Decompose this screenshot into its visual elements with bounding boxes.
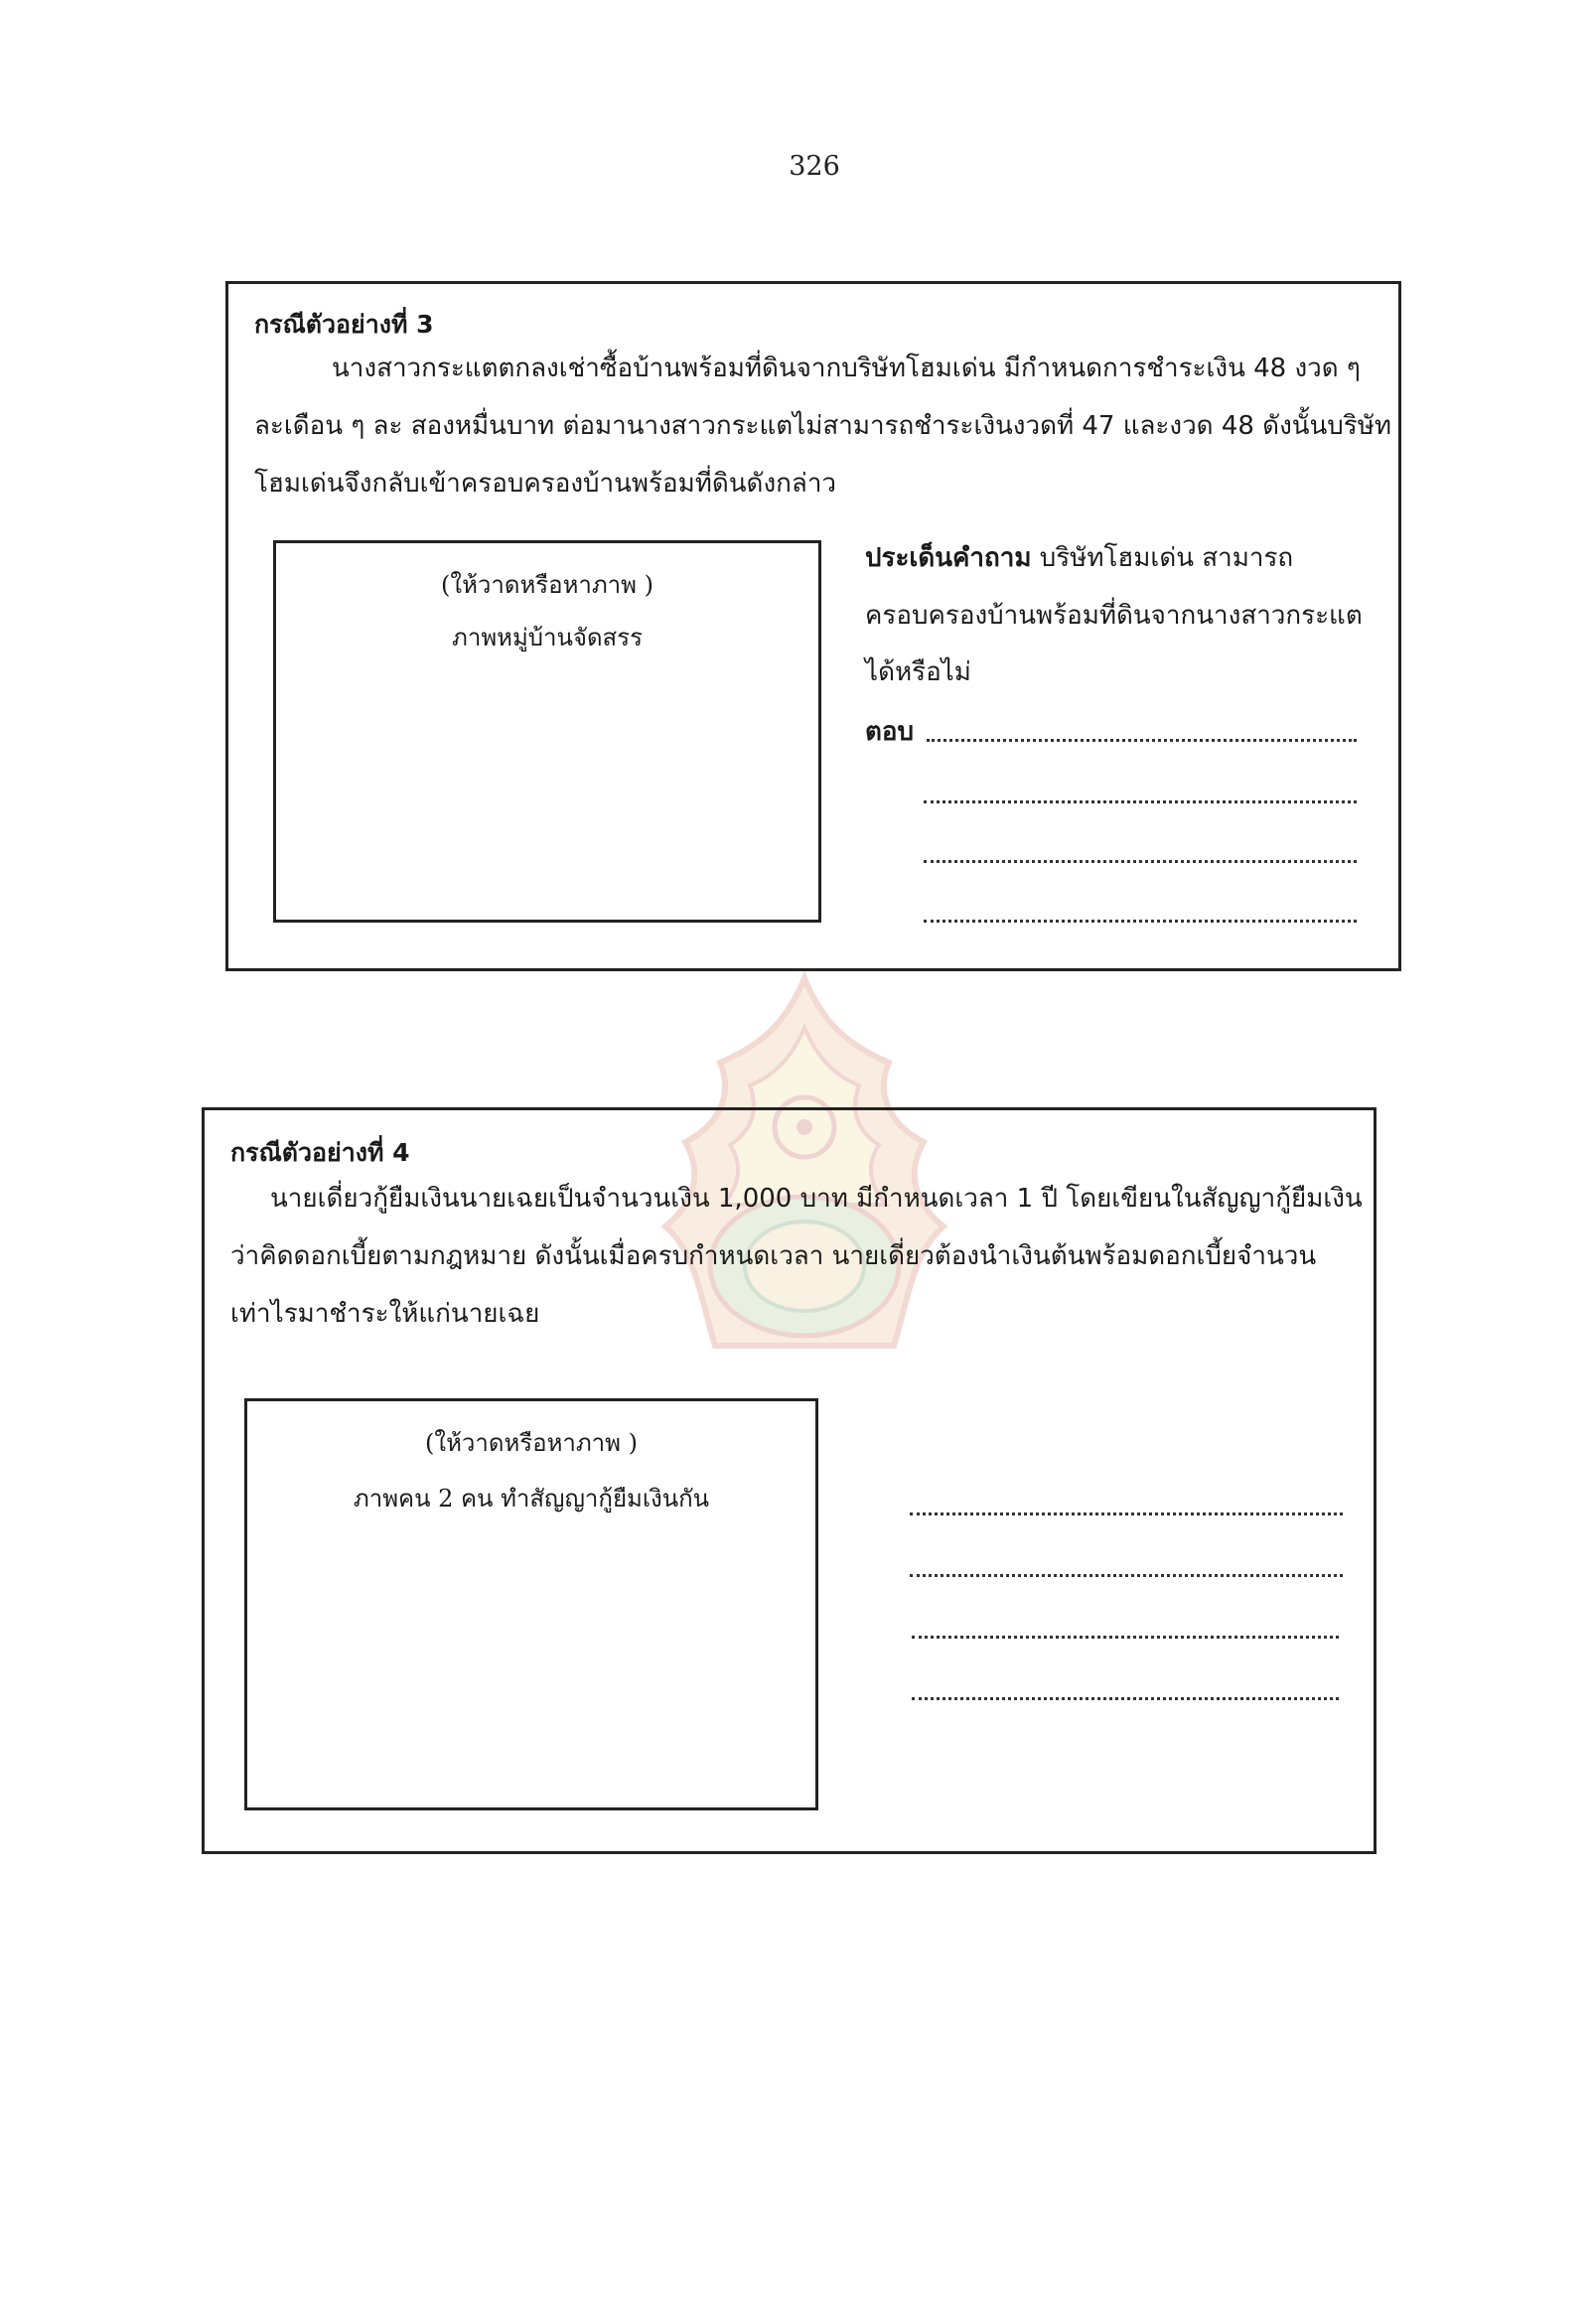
case-3-picture-caption: ภาพหมู่บ้านจัดสรร xyxy=(452,624,643,651)
case-4-line-3: เท่าไรมาชำระให้แก่นายเฉย xyxy=(230,1299,540,1329)
answer-label: ตอบ xyxy=(865,717,915,747)
case-4-box xyxy=(202,1107,1377,1854)
question-line-2: ครอบครองบ้านพร้อมที่ดินจากนางสาวกระแต xyxy=(865,601,1363,631)
question-line-3: ได้หรือไม่ xyxy=(865,657,971,687)
answer-line-4[interactable] xyxy=(924,920,1357,923)
case-3-title: กรณีตัวอย่างที่ 3 xyxy=(254,310,434,339)
case-3-text xyxy=(254,340,1391,512)
answer-line-2[interactable] xyxy=(924,800,1357,803)
case-3-line-1: นางสาวกระแตตกลงเช่าซื้อบ้านพร้อมที่ดินจากบริษัทโฮมเด่น มีกำหนดการชำระเงิน 48 งวด ๆ xyxy=(332,354,1361,383)
case-4-title: กรณีตัวอย่างที่ 4 xyxy=(230,1138,410,1167)
case-4-picture-box xyxy=(244,1398,818,1810)
answer-line-3[interactable] xyxy=(912,1636,1339,1639)
answer-line-2[interactable] xyxy=(910,1574,1343,1577)
case-3-question xyxy=(865,537,1293,578)
case-4-text xyxy=(230,1170,1363,1343)
question-label: ประเด็นคำถาม xyxy=(865,543,1032,573)
case-3-box xyxy=(225,281,1401,971)
answer-line-3[interactable] xyxy=(924,860,1357,863)
page-number: 326 xyxy=(789,151,840,182)
case-4-picture-instruction: (ให้วาดหรือหาภาพ ) xyxy=(425,1429,638,1457)
case-3-picture-instruction: (ให้วาดหรือหาภาพ ) xyxy=(441,571,653,599)
answer-line-1[interactable] xyxy=(910,1512,1343,1515)
case-3-line-2: ละเดือน ๆ ละ สองหมื่นบาท ต่อมานางสาวกระแตไม่สามารถชำระเงินงวดที่ 47 และงวด 48 ดังนั้นบริษัท xyxy=(254,411,1392,441)
answer-line-4[interactable] xyxy=(912,1697,1339,1700)
answer-line-1[interactable] xyxy=(927,739,1357,742)
case-4-line-1: นายเดี่ยวกู้ยืมเงินนายเฉยเป็นจำนวนเงิน 1,000 บาท มีกำหนดเวลา 1 ปี โดยเขียนในสัญญากู้ยืมเงิน xyxy=(270,1184,1363,1214)
case-4-line-2: ว่าคิดดอกเบี้ยตามกฎหมาย ดังนั้นเมื่อครบกำหนดเวลา นายเดี่ยวต้องนำเงินต้นพร้อมดอกเบี้ยจำนวน xyxy=(230,1241,1317,1271)
case-3-line-3: โฮมเด่นจึงกลับเข้าครอบครองบ้านพร้อมที่ดินดังกล่าว xyxy=(254,469,837,499)
case-3-picture-box xyxy=(273,540,821,923)
case-4-picture-caption: ภาพคน 2 คน ทำสัญญากู้ยืมเงินกัน xyxy=(353,1485,710,1512)
question-line-1: บริษัทโฮมเด่น สามารถ xyxy=(1031,543,1294,573)
